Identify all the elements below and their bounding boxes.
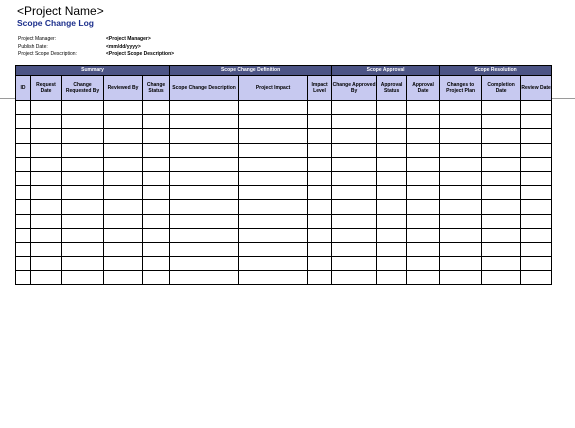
meta-label: Project Scope Description: (18, 51, 77, 58)
table-cell[interactable] (521, 271, 552, 285)
table-cell[interactable] (170, 242, 239, 256)
table-cell[interactable] (239, 228, 308, 242)
table-cell[interactable] (377, 171, 407, 185)
table-cell[interactable] (407, 271, 440, 285)
column-header-approval-date: Approval Date (407, 76, 440, 101)
table-cell[interactable] (62, 200, 104, 214)
table-cell[interactable] (62, 101, 104, 115)
table-cell[interactable] (143, 228, 170, 242)
table-cell[interactable] (332, 171, 377, 185)
table-cell[interactable] (308, 257, 332, 271)
table-cell[interactable] (104, 271, 143, 285)
table-cell[interactable] (170, 228, 239, 242)
table-cell[interactable] (332, 101, 377, 115)
table-cell[interactable] (440, 242, 482, 256)
table-cell[interactable] (332, 242, 377, 256)
table-cell[interactable] (170, 186, 239, 200)
table-cell[interactable] (16, 115, 31, 129)
table-cell[interactable] (407, 200, 440, 214)
group-header-row (16, 66, 552, 76)
table-cell[interactable] (440, 228, 482, 242)
table-cell[interactable] (482, 271, 521, 285)
table-cell[interactable] (104, 186, 143, 200)
table-cell[interactable] (482, 171, 521, 185)
table-cell[interactable] (308, 214, 332, 228)
table-cell[interactable] (239, 242, 308, 256)
table-cell[interactable] (308, 271, 332, 285)
table-cell[interactable] (377, 115, 407, 129)
table-cell[interactable] (482, 257, 521, 271)
table-cell[interactable] (407, 101, 440, 115)
table-cell[interactable] (482, 200, 521, 214)
table-cell[interactable] (440, 214, 482, 228)
table-cell[interactable] (308, 200, 332, 214)
table-cell[interactable] (62, 157, 104, 171)
table-row (16, 186, 552, 200)
table-cell[interactable] (239, 129, 308, 143)
table-cell[interactable] (104, 228, 143, 242)
table-cell[interactable] (143, 115, 170, 129)
table-cell[interactable] (308, 143, 332, 157)
table-cell[interactable] (308, 101, 332, 115)
column-header-changes-to-project-plan: Changes to Project Plan (440, 76, 482, 101)
table-cell[interactable] (104, 214, 143, 228)
table-cell[interactable] (440, 171, 482, 185)
table-cell[interactable] (170, 115, 239, 129)
table-row (16, 228, 552, 242)
table-cell[interactable] (16, 257, 31, 271)
meta-label: Publish Date: (18, 43, 48, 50)
table-row (16, 157, 552, 171)
table-cell[interactable] (482, 143, 521, 157)
table-cell[interactable] (521, 228, 552, 242)
table-cell[interactable] (377, 101, 407, 115)
table-cell[interactable] (31, 257, 62, 271)
column-header-approval-status: Approval Status (377, 76, 407, 101)
page-title: Scope Change Log (17, 18, 94, 28)
project-meta (18, 36, 174, 59)
table-cell[interactable] (143, 214, 170, 228)
table-cell[interactable] (31, 101, 62, 115)
group-header-scope-resolution: Scope Resolution (440, 66, 552, 76)
table-cell[interactable] (377, 186, 407, 200)
table-cell[interactable] (308, 115, 332, 129)
table-cell[interactable] (239, 143, 308, 157)
meta-value[interactable]: <Project Scope Description> (106, 51, 175, 58)
table-cell[interactable] (440, 200, 482, 214)
meta-value[interactable]: <Project Manager> (106, 36, 151, 42)
column-header-impact-level: Impact Level (308, 76, 332, 101)
table-cell[interactable] (521, 101, 552, 115)
scope-change-table-container (15, 65, 552, 285)
table-cell[interactable] (482, 228, 521, 242)
table-cell[interactable] (482, 214, 521, 228)
column-header-review-date: Review Date (521, 76, 552, 101)
table-cell[interactable] (170, 143, 239, 157)
table-cell[interactable] (407, 157, 440, 171)
table-row (16, 129, 552, 143)
table-cell[interactable] (62, 143, 104, 157)
table-cell[interactable] (332, 228, 377, 242)
table-cell[interactable] (62, 257, 104, 271)
meta-value[interactable]: <mm/dd/yyyy> (106, 43, 141, 50)
table-cell[interactable] (377, 143, 407, 157)
table-cell[interactable] (104, 115, 143, 129)
table-cell[interactable] (62, 271, 104, 285)
table-cell[interactable] (332, 200, 377, 214)
table-cell[interactable] (332, 129, 377, 143)
table-cell[interactable] (440, 129, 482, 143)
table-cell[interactable] (377, 129, 407, 143)
table-cell[interactable] (407, 143, 440, 157)
project-name: <Project Name> (17, 4, 104, 18)
table-cell[interactable] (521, 186, 552, 200)
table-row (16, 271, 552, 285)
table-cell[interactable] (62, 228, 104, 242)
column-header-completion-date: Completion Date (482, 76, 521, 101)
table-cell[interactable] (332, 214, 377, 228)
table-cell[interactable] (377, 228, 407, 242)
table-cell[interactable] (521, 143, 552, 157)
table-cell[interactable] (170, 171, 239, 185)
table-cell[interactable] (143, 242, 170, 256)
table-cell[interactable] (521, 171, 552, 185)
table-cell[interactable] (440, 186, 482, 200)
table-cell[interactable] (332, 157, 377, 171)
table-cell[interactable] (521, 129, 552, 143)
table-cell[interactable] (31, 242, 62, 256)
group-header-scope-change-definition: Scope Change Definition (170, 66, 332, 76)
table-cell[interactable] (440, 271, 482, 285)
table-cell[interactable] (16, 101, 31, 115)
table-cell[interactable] (143, 157, 170, 171)
meta-row-scope-description (18, 51, 174, 59)
table-cell[interactable] (16, 171, 31, 185)
table-cell[interactable] (521, 242, 552, 256)
meta-row-manager (18, 36, 174, 44)
table-cell[interactable] (104, 129, 143, 143)
table-cell[interactable] (143, 200, 170, 214)
table-cell[interactable] (104, 157, 143, 171)
table-cell[interactable] (521, 257, 552, 271)
table-cell[interactable] (31, 228, 62, 242)
column-header-scope-change-description: Scope Change Description (170, 76, 239, 101)
table-row (16, 143, 552, 157)
table-cell[interactable] (440, 157, 482, 171)
table-cell[interactable] (377, 271, 407, 285)
table-cell[interactable] (239, 200, 308, 214)
table-cell[interactable] (239, 101, 308, 115)
table-cell[interactable] (31, 143, 62, 157)
table-cell[interactable] (332, 257, 377, 271)
table-cell[interactable] (170, 101, 239, 115)
table-row (16, 200, 552, 214)
column-header-id: ID (16, 76, 31, 101)
table-cell[interactable] (62, 115, 104, 129)
table-cell[interactable] (104, 171, 143, 185)
column-header-project-impact: Project Impact (239, 76, 308, 101)
table-cell[interactable] (16, 186, 31, 200)
table-row (16, 115, 552, 129)
table-cell[interactable] (482, 242, 521, 256)
table-cell[interactable] (239, 157, 308, 171)
table-cell[interactable] (377, 157, 407, 171)
table-cell[interactable] (407, 129, 440, 143)
table-cell[interactable] (16, 157, 31, 171)
table-cell[interactable] (143, 186, 170, 200)
table-cell[interactable] (31, 129, 62, 143)
table-cell[interactable] (332, 143, 377, 157)
table-cell[interactable] (170, 157, 239, 171)
table-cell[interactable] (104, 143, 143, 157)
table-cell[interactable] (170, 129, 239, 143)
table-cell[interactable] (377, 200, 407, 214)
table-cell[interactable] (308, 171, 332, 185)
table-row (16, 242, 552, 256)
table-cell[interactable] (407, 228, 440, 242)
group-header-scope-approval: Scope Approval (332, 66, 440, 76)
table-cell[interactable] (332, 271, 377, 285)
table-cell[interactable] (377, 214, 407, 228)
table-cell[interactable] (16, 214, 31, 228)
table-cell[interactable] (16, 271, 31, 285)
table-cell[interactable] (308, 129, 332, 143)
table-cell[interactable] (308, 242, 332, 256)
table-cell[interactable] (239, 186, 308, 200)
table-cell[interactable] (31, 115, 62, 129)
table-cell[interactable] (143, 101, 170, 115)
table-cell[interactable] (104, 101, 143, 115)
table-cell[interactable] (31, 157, 62, 171)
table-cell[interactable] (143, 257, 170, 271)
table-cell[interactable] (482, 186, 521, 200)
table-cell[interactable] (407, 214, 440, 228)
table-cell[interactable] (16, 129, 31, 143)
column-header-change-requested-by: Change Requested By (62, 76, 104, 101)
table-cell[interactable] (104, 200, 143, 214)
table-cell[interactable] (377, 242, 407, 256)
meta-label: Project Manager: (18, 36, 57, 42)
table-cell[interactable] (62, 214, 104, 228)
table-cell[interactable] (482, 129, 521, 143)
table-cell[interactable] (308, 157, 332, 171)
table-cell[interactable] (521, 200, 552, 214)
table-cell[interactable] (308, 186, 332, 200)
table-row (16, 101, 552, 115)
table-cell[interactable] (482, 101, 521, 115)
table-cell[interactable] (482, 157, 521, 171)
table-cell[interactable] (407, 257, 440, 271)
column-header-request-date: Request Date (31, 76, 62, 101)
column-header-change-approved-by: Change Approved By (332, 76, 377, 101)
table-cell[interactable] (16, 200, 31, 214)
table-cell[interactable] (31, 271, 62, 285)
table-cell[interactable] (440, 257, 482, 271)
table-cell[interactable] (170, 257, 239, 271)
table-cell[interactable] (104, 242, 143, 256)
scope-change-table (15, 65, 552, 285)
table-row (16, 171, 552, 185)
group-header-summary: Summary (16, 66, 170, 76)
table-cell[interactable] (239, 115, 308, 129)
table-cell[interactable] (440, 143, 482, 157)
column-header-reviewed-by: Reviewed By (104, 76, 143, 101)
column-header-change-status: Change Status (143, 76, 170, 101)
column-header-row (16, 76, 552, 101)
page-divider (0, 98, 15, 99)
table-cell[interactable] (308, 228, 332, 242)
table-cell[interactable] (62, 186, 104, 200)
table-cell[interactable] (239, 214, 308, 228)
table-cell[interactable] (31, 200, 62, 214)
table-cell[interactable] (143, 129, 170, 143)
table-cell[interactable] (521, 214, 552, 228)
table-body (16, 101, 552, 285)
table-cell[interactable] (16, 228, 31, 242)
table-cell[interactable] (16, 143, 31, 157)
table-cell[interactable] (239, 257, 308, 271)
table-cell[interactable] (143, 271, 170, 285)
table-cell[interactable] (521, 157, 552, 171)
table-cell[interactable] (31, 171, 62, 185)
table-cell[interactable] (170, 200, 239, 214)
table-cell[interactable] (104, 257, 143, 271)
table-cell[interactable] (521, 115, 552, 129)
table-cell[interactable] (170, 271, 239, 285)
table-cell[interactable] (440, 101, 482, 115)
table-cell[interactable] (170, 214, 239, 228)
page-divider (552, 98, 575, 99)
table-cell[interactable] (332, 115, 377, 129)
table-cell[interactable] (377, 257, 407, 271)
table-cell[interactable] (62, 171, 104, 185)
meta-row-publish-date (18, 44, 174, 52)
table-cell[interactable] (31, 186, 62, 200)
table-cell[interactable] (407, 115, 440, 129)
table-cell[interactable] (482, 115, 521, 129)
table-cell[interactable] (62, 242, 104, 256)
table-cell[interactable] (407, 171, 440, 185)
table-cell[interactable] (31, 214, 62, 228)
table-cell[interactable] (440, 115, 482, 129)
table-cell[interactable] (239, 171, 308, 185)
table-cell[interactable] (332, 186, 377, 200)
table-cell[interactable] (62, 129, 104, 143)
table-cell[interactable] (407, 242, 440, 256)
table-row (16, 214, 552, 228)
table-cell[interactable] (143, 171, 170, 185)
table-row (16, 257, 552, 271)
table-cell[interactable] (16, 242, 31, 256)
table-cell[interactable] (407, 186, 440, 200)
table-cell[interactable] (143, 143, 170, 157)
table-cell[interactable] (239, 271, 308, 285)
